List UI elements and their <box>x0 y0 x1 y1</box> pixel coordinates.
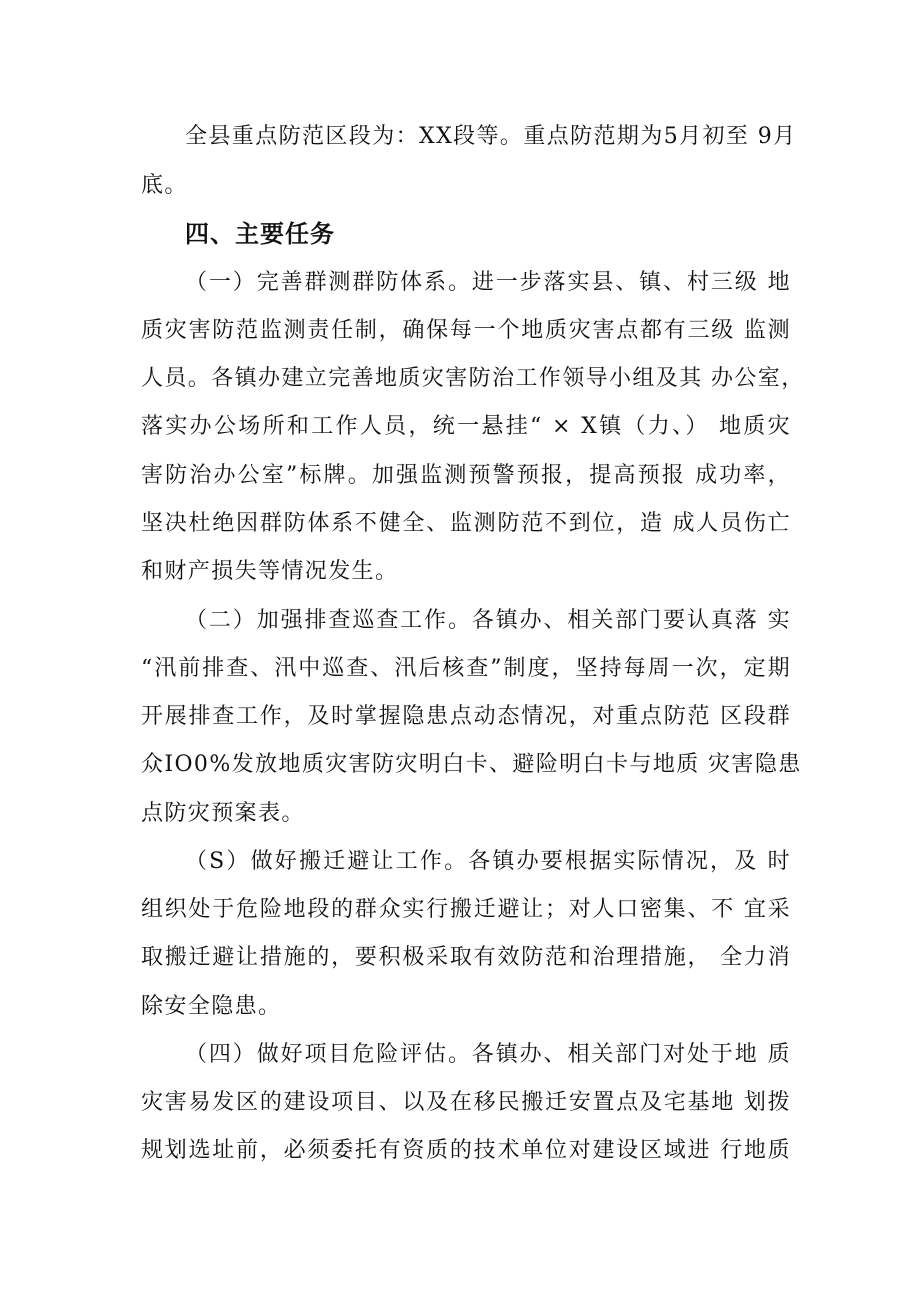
paragraph-3-line-1: （S）做好搬迁避让工作。各镇办要根据实际情况，及 时 <box>185 849 791 874</box>
section-heading: 四、主要任务 <box>185 220 335 248</box>
paragraph-4-line-1: （四）做好项目危险评估。各镇办、相关部门对处于地 质 <box>185 1042 791 1067</box>
paragraph-2-line-2: “汛前排查、汛中巡查、汛后核查”制度，坚持每周一次，定期 <box>141 656 791 681</box>
paragraph-3-line-4: 除安全隐患。 <box>141 994 282 1019</box>
paragraph-1-line-4: 落实办公场所和工作人员，统一悬挂“ × X镇（力、） 地质灾 <box>141 414 791 439</box>
paragraph-2-line-1: （二）加强排查巡查工作。各镇办、相关部门要认真落 实 <box>185 608 791 633</box>
paragraph-3-line-2: 组织处于危险地段的群众实行搬迁避让；对人口密集、不 宜采 <box>141 897 791 922</box>
paragraph-2-line-4: 众IO0%发放地质灾害防灾明白卡、避险明白卡与地质 灾害隐患 <box>141 752 802 777</box>
paragraph-1-line-2: 质灾害防范监测责任制，确保每一个地质灾害点都有三级 监测 <box>141 318 791 343</box>
paragraph-2-line-5: 点防灾预案表。 <box>141 801 305 826</box>
paragraph-1-line-5: 害防治办公室”标牌。加强监测预警预报，提高预报 成功率， <box>141 463 791 488</box>
paragraph-1-line-7: 和财产损失等情况发生。 <box>141 559 399 584</box>
intro-line-1: 全县重点防范区段为：XX段等。重点防范期为5月初至 9月 <box>185 124 797 149</box>
paragraph-1-line-3: 人员。各镇办建立完善地质灾害防治工作领导小组及其 办公室， <box>141 366 805 391</box>
intro-line-2: 底。 <box>141 173 188 198</box>
paragraph-3-line-3: 取搬迁避让措施的，要积极采取有效防范和治理措施， 全力消 <box>141 945 791 970</box>
paragraph-2-line-3: 开展排查工作，及时掌握隐患点动态情况，对重点防范 区段群 <box>141 704 791 729</box>
paragraph-1-line-1: （一）完善群测群防体系。进一步落实县、镇、村三级 地 <box>185 270 791 295</box>
paragraph-4-line-3: 规划选址前，必须委托有资质的技术单位对建设区域进 行地质 <box>141 1138 791 1163</box>
paragraph-4-line-2: 灾害易发区的建设项目、以及在移民搬迁安置点及宅基地 划拨 <box>141 1090 791 1115</box>
paragraph-1-line-6: 坚决杜绝因群防体系不健全、监测防范不到位，造 成人员伤亡 <box>141 511 791 536</box>
